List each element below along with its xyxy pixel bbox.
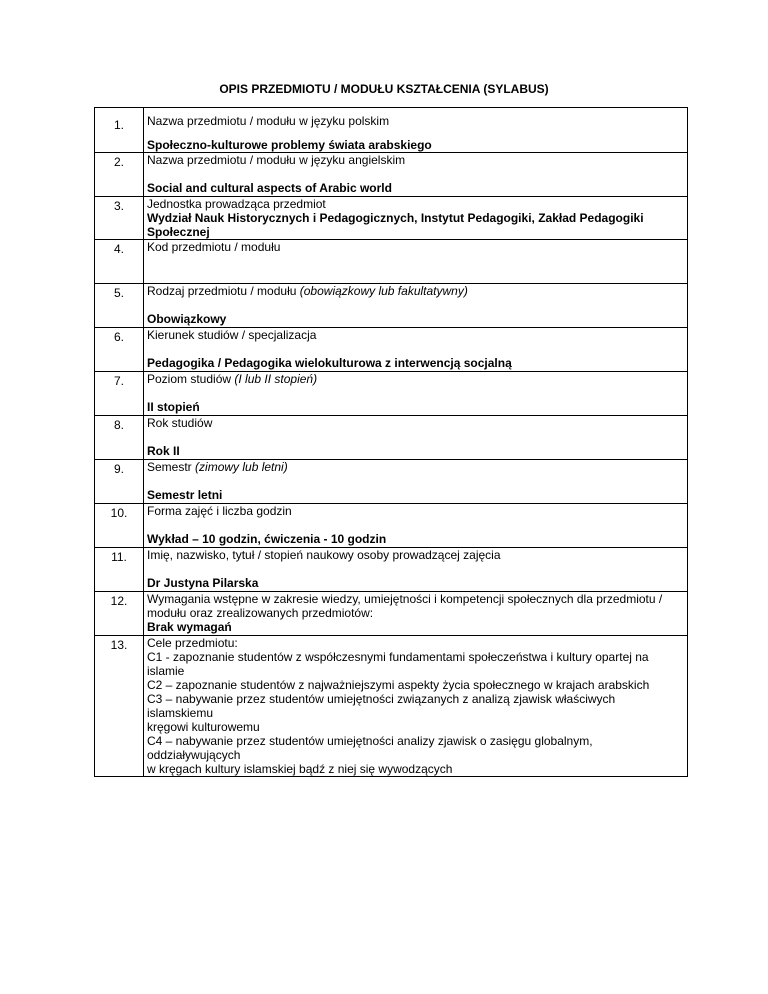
row-number: 3. [95,197,144,240]
syllabus-table [94,107,688,777]
row-label: Nazwa przedmiotu / modułu w języku polskim [147,114,390,128]
row-content [144,153,688,197]
table-row [95,284,688,328]
row-label: Kierunek studiów / specjalizacja [147,328,317,342]
row-label: Nazwa przedmiotu / modułu w języku angielskim [147,153,406,167]
row-label: Cele przedmiotu: [147,636,238,650]
row-label: Imię, nazwisko, tytuł / stopień naukowy osoby prowadzącej zajęcia [147,548,501,562]
row-content [144,240,688,284]
row-content [144,592,688,636]
row-number: 12. [95,592,144,636]
row-value: Pedagogika / Pedagogika wielokulturowa z interwencją socjalną [147,356,512,370]
row-label [147,372,684,386]
row-number: 7. [95,372,144,416]
row-label [147,284,684,298]
row-value: Semestr letni [147,488,223,502]
goal-line: C2 – zapoznanie studentów z najważniejszymi aspekty życia społecznego w krajach arabskich [147,678,650,692]
table-row [95,372,688,416]
table-row [95,548,688,592]
row-value: Społeczno-kulturowe problemy świata arabskiego [147,138,432,152]
row-label-text: Poziom studiów [147,372,232,386]
row-label-line-1: Wymagania wstępne w zakresie wiedzy, umiejętności i kompetencji społecznych dla przedmiotu / [147,592,663,606]
table-row [95,197,688,240]
row-label-text: Rodzaj przedmiotu / modułu [147,284,297,298]
row-number: 1. [95,108,144,153]
row-value: Wykład – 10 godzin, ćwiczenia - 10 godzin [147,532,387,546]
row-number: 6. [95,328,144,372]
row-content [144,328,688,372]
row-content [144,460,688,504]
row-label: Jednostka prowadząca przedmiot [147,197,326,211]
table-row [95,328,688,372]
row-content [144,108,688,153]
row-value: Dr Justyna Pilarska [147,576,259,590]
row-content [144,548,688,592]
row-content [144,636,688,777]
row-content [144,197,688,240]
row-number: 10. [95,504,144,548]
row-label [147,460,684,474]
goal-line: w kręgach kultury islamskiej bądź z niej się wywodzących [147,762,453,776]
row-number: 13. [95,636,144,777]
row-value: Brak wymagań [147,620,232,634]
row-value: Social and cultural aspects of Arabic world [147,181,392,195]
table-row [95,153,688,197]
row-content [144,284,688,328]
row-value: Rok II [147,444,180,458]
row-number: 9. [95,460,144,504]
goal-line: C4 – nabywanie przez studentów umiejętności analizy zjawisk o zasięgu globalnym, oddziaływujących [147,734,593,762]
table-row [95,592,688,636]
row-content [144,416,688,460]
row-label: Rok studiów [147,416,213,430]
row-label-note: (zimowy lub letni) [195,460,288,474]
table-row [95,636,688,777]
row-label-note: (I lub II stopień) [234,372,318,386]
row-label: Kod przedmiotu / modułu [147,240,281,254]
row-value: Obowiązkowy [147,312,227,326]
row-value: II stopień [147,400,200,414]
row-content [144,504,688,548]
row-label-note: (obowiązkowy lub fakultatywny) [299,284,468,298]
row-number: 8. [95,416,144,460]
row-number: 2. [95,153,144,197]
row-value: Wydział Nauk Historycznych i Pedagogicznych, Instytut Pedagogiki, Zakład Pedagogiki Społecznej [147,211,644,239]
table-row [95,460,688,504]
row-content [144,372,688,416]
row-number: 5. [95,284,144,328]
row-label-line-2: modułu oraz zrealizowanych przedmiotów: [147,606,374,620]
table-row [95,240,688,284]
table-row [95,108,688,153]
row-label-text: Semestr [147,460,192,474]
row-number: 4. [95,240,144,284]
table-row [95,416,688,460]
goal-line: C3 – nabywanie przez studentów umiejętności związanych z analizą zjawisk właściwych islamskiemu [147,692,616,720]
row-number: 11. [95,548,144,592]
row-label: Forma zajęć i liczba godzin [147,504,292,518]
goal-line: kręgowi kulturowemu [147,720,260,734]
document-title: OPIS PRZEDMIOTU / MODUŁU KSZTAŁCENIA (SYLABUS) [219,82,549,96]
table-row [95,504,688,548]
goal-line: C1 - zapoznanie studentów z współczesnymi fundamentami społeczeństwa i kultury opartej na islamie [147,650,649,678]
